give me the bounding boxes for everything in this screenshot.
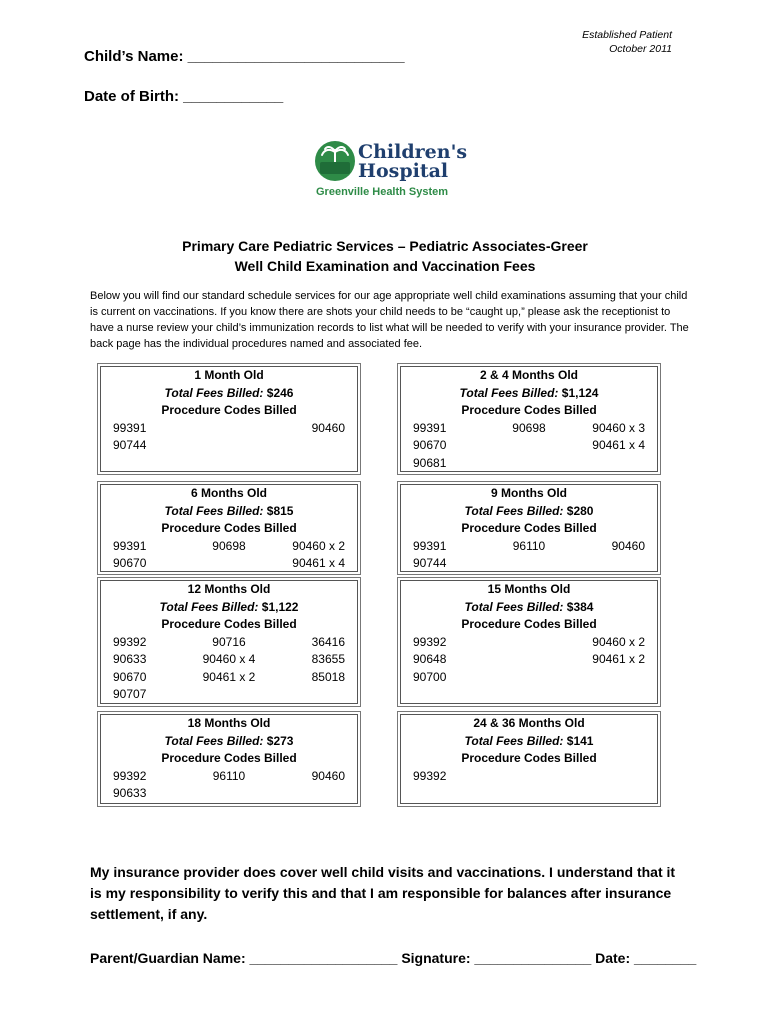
fee-box <box>400 484 658 572</box>
procedure-codes-grid <box>113 420 345 455</box>
total-fees-amount: $1,122 <box>261 599 299 614</box>
procedure-codes-label: Procedure Codes Billed <box>461 617 597 631</box>
total-fees-line <box>113 385 345 403</box>
procedure-code: 99392 <box>413 768 447 783</box>
fee-box <box>100 366 358 472</box>
procedure-codes-grid <box>413 768 645 786</box>
procedure-code <box>568 555 645 573</box>
procedure-code: 90744 <box>413 556 447 570</box>
procedure-code <box>490 634 567 652</box>
procedure-codes-label: Procedure Codes Billed <box>461 521 597 535</box>
procedure-code <box>568 768 645 786</box>
insurance-statement: My insurance provider does cover well child visits and vaccinations. I understand that it is my responsibility to verify this and that I am responsible for balances after insurance settlement, if any. <box>90 864 676 922</box>
procedure-code <box>490 651 567 669</box>
procedure-codes-label: Procedure Codes Billed <box>161 403 297 417</box>
procedure-code <box>268 437 345 455</box>
total-fees-amount: $273 <box>266 733 294 748</box>
procedure-codes-label: Procedure Codes Billed <box>161 617 297 631</box>
palm-tree-emblem-icon <box>314 140 356 182</box>
procedure-codes-grid <box>113 634 345 704</box>
procedure-code: 90698 <box>512 420 546 435</box>
procedure-codes-grid <box>413 634 645 687</box>
procedure-code: 90707 <box>113 687 147 701</box>
child-name-field[interactable]: Child’s Name: __________________________ <box>84 48 405 65</box>
procedure-code <box>190 437 267 455</box>
procedure-code <box>190 686 267 704</box>
established-line-1: Established Patient <box>582 29 672 41</box>
procedure-code: 83655 <box>311 652 345 666</box>
procedure-code: 90681 <box>413 455 447 470</box>
procedure-code: 90461 x 2 <box>592 652 645 666</box>
procedure-code: 90670 <box>413 438 447 452</box>
total-fees-line <box>413 733 645 751</box>
procedure-code: 85018 <box>311 669 345 684</box>
procedure-code: 99392 <box>113 634 147 649</box>
total-fees-label: Total Fees Billed: <box>159 599 259 614</box>
procedure-code: 99391 <box>113 420 147 435</box>
procedure-codes-grid <box>413 538 645 573</box>
procedure-code: 90744 <box>113 438 147 452</box>
procedure-code <box>490 455 567 473</box>
procedure-code: 90698 <box>212 538 246 553</box>
procedure-code <box>190 785 267 803</box>
logo-subtitle: Greenville Health System <box>316 186 449 198</box>
fee-box <box>400 714 658 804</box>
established-line-2: October 2011 <box>609 43 672 55</box>
procedure-code: 90460 x 3 <box>592 420 645 435</box>
fee-box <box>100 580 358 704</box>
procedure-codes-label: Procedure Codes Billed <box>461 403 597 417</box>
page-title-line-1: Primary Care Pediatric Services – Pediatric Associates-Greer <box>182 238 588 254</box>
procedure-codes-label: Procedure Codes Billed <box>161 751 297 765</box>
procedure-code: 96110 <box>512 538 546 553</box>
total-fees-line <box>413 503 645 521</box>
total-fees-amount: $1,124 <box>561 385 599 400</box>
procedure-code <box>490 555 567 573</box>
total-fees-label: Total Fees Billed: <box>164 385 264 400</box>
procedure-code: 90461 x 4 <box>592 438 645 452</box>
total-fees-label: Total Fees Billed: <box>464 503 564 518</box>
logo-name-line-1: Children's <box>358 141 468 163</box>
total-fees-label: Total Fees Billed: <box>459 385 559 400</box>
age-heading: 1 Month Old <box>194 368 264 382</box>
procedure-code: 90461 x 4 <box>292 556 345 570</box>
procedure-code <box>190 420 267 438</box>
procedure-codes-grid <box>113 538 345 573</box>
procedure-code: 90461 x 2 <box>202 669 256 684</box>
total-fees-label: Total Fees Billed: <box>164 733 264 748</box>
age-heading: 24 & 36 Months Old <box>473 716 585 730</box>
age-heading: 2 & 4 Months Old <box>479 368 578 382</box>
total-fees-label: Total Fees Billed: <box>164 503 264 518</box>
total-fees-line <box>113 503 345 521</box>
total-fees-line <box>413 385 645 403</box>
procedure-codes-label: Procedure Codes Billed <box>161 521 297 535</box>
procedure-code: 90670 <box>113 669 147 684</box>
procedure-code: 96110 <box>212 768 246 783</box>
age-heading: 9 Months Old <box>491 486 567 500</box>
procedure-code: 90460 <box>611 538 645 553</box>
procedure-code <box>568 669 645 687</box>
procedure-code: 99391 <box>113 538 147 553</box>
procedure-code: 90716 <box>212 634 246 649</box>
signature-line[interactable]: Parent/Guardian Name: ___________________ Signature: _______________ Date: ________ <box>90 950 697 966</box>
procedure-code <box>490 437 567 455</box>
procedure-code: 36416 <box>311 634 345 649</box>
procedure-code: 99391 <box>413 538 447 553</box>
established-patient-note <box>582 28 672 56</box>
procedure-code <box>190 555 267 573</box>
procedure-code <box>490 768 567 786</box>
procedure-code: 90633 <box>113 652 147 666</box>
fee-box <box>100 484 358 572</box>
procedure-code: 90460 <box>311 420 345 435</box>
procedure-code: 90460 x 4 <box>202 652 256 666</box>
procedure-code <box>568 455 645 473</box>
procedure-code: 90700 <box>413 669 447 684</box>
total-fees-line <box>113 599 345 617</box>
total-fees-line <box>113 733 345 751</box>
age-heading: 18 Months Old <box>187 716 271 730</box>
fee-box <box>400 580 658 704</box>
procedure-code: 90460 <box>311 768 345 783</box>
procedure-code: 90633 <box>113 786 147 800</box>
total-fees-amount: $280 <box>566 503 594 518</box>
procedure-code: 90460 x 2 <box>592 634 645 649</box>
procedure-code: 90670 <box>113 556 147 570</box>
fee-box <box>400 366 658 472</box>
total-fees-label: Total Fees Billed: <box>464 599 564 614</box>
date-of-birth-field[interactable]: Date of Birth: ____________ <box>84 88 284 105</box>
procedure-code: 99392 <box>413 634 447 649</box>
procedure-code <box>268 785 345 803</box>
age-heading: 12 Months Old <box>187 582 271 596</box>
hospital-logo <box>312 140 468 202</box>
total-fees-line <box>413 599 645 617</box>
procedure-code: 90648 <box>413 652 447 666</box>
total-fees-label: Total Fees Billed: <box>464 733 564 748</box>
procedure-code: 90460 x 2 <box>292 538 345 553</box>
total-fees-amount: $141 <box>566 733 594 748</box>
procedure-codes-label: Procedure Codes Billed <box>461 751 597 765</box>
procedure-code: 99392 <box>113 768 147 783</box>
logo-name-line-2: Hospital <box>358 160 449 182</box>
procedure-code: 99391 <box>413 420 447 435</box>
total-fees-amount: $815 <box>266 503 294 518</box>
procedure-code <box>268 686 345 704</box>
intro-paragraph: Below you will find our standard schedule services for our age appropriate well child examinations assuming that your child is current on vaccinations. If you know there are shots your child needs to be “caught up,” please ask the receptionist to have a nurse review your child’s immunization records to list what will be needed to verify with your insurance provider. The back page has the individual procedures named and associated fee. <box>90 290 689 350</box>
page-title-line-2: Well Child Examination and Vaccination Fees <box>234 258 536 274</box>
age-heading: 15 Months Old <box>487 582 571 596</box>
age-heading: 6 Months Old <box>191 486 267 500</box>
total-fees-amount: $384 <box>566 599 594 614</box>
procedure-codes-grid <box>413 420 645 473</box>
fee-box <box>100 714 358 804</box>
procedure-codes-grid <box>113 768 345 803</box>
procedure-code <box>490 669 567 687</box>
total-fees-amount: $246 <box>266 385 294 400</box>
